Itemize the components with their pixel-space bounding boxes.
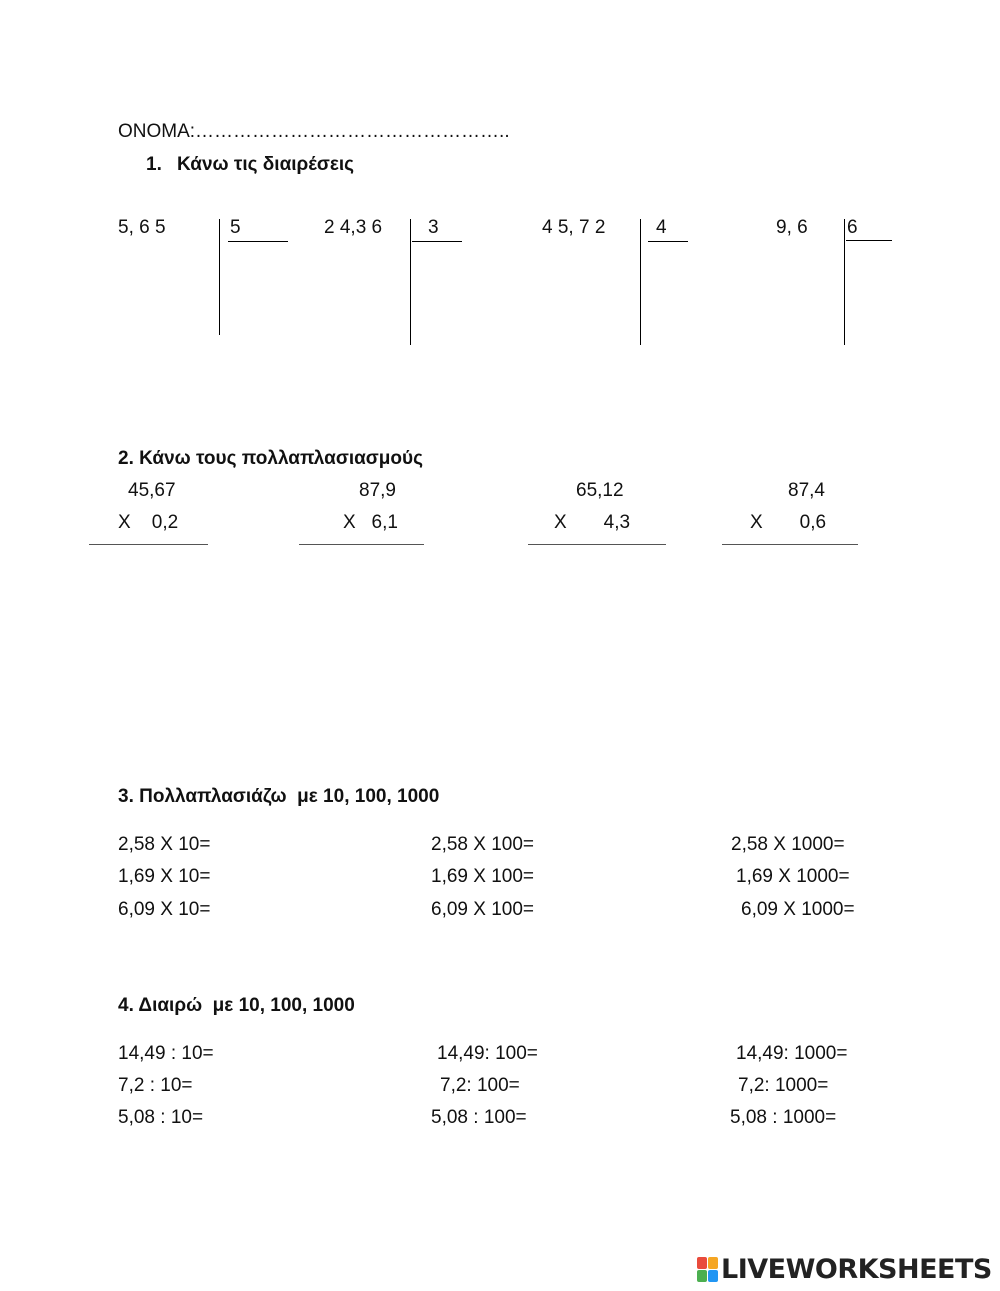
section1-heading: Κάνω τις διαιρέσεις	[177, 154, 355, 175]
section1-number: 1.	[146, 154, 162, 175]
divisor: 5	[230, 217, 241, 238]
dividend: 9, 6	[776, 217, 808, 238]
quotient-line	[228, 241, 288, 242]
divisor: 3	[428, 217, 439, 238]
result-line	[722, 544, 858, 545]
exercise-item: 2,58 X 10=	[118, 834, 211, 855]
section2-heading: 2. Κάνω τους πολλαπλασιασμούς	[118, 448, 423, 469]
divisor: 4	[656, 217, 667, 238]
exercise-item: 7,2: 100=	[440, 1075, 520, 1096]
division-bar	[844, 219, 845, 345]
exercise-item: 1,69 X 10=	[118, 866, 211, 887]
exercise-item: 5,08 : 10=	[118, 1107, 204, 1128]
multiplier: X 0,2	[118, 512, 179, 533]
exercise-item: 2,58 X 1000=	[731, 834, 845, 855]
logo-block	[708, 1257, 718, 1269]
quotient-line	[648, 241, 688, 242]
result-line	[299, 544, 424, 545]
exercise-item: 5,08 : 100=	[431, 1107, 527, 1128]
logo-block	[697, 1270, 707, 1282]
division-bar	[410, 219, 411, 345]
result-line	[89, 544, 208, 545]
multiplicand: 45,67	[128, 480, 176, 501]
multiplicand: 87,9	[359, 480, 396, 501]
exercise-item: 2,58 X 100=	[431, 834, 535, 855]
multiplier: X 6,1	[343, 512, 398, 533]
liveworksheets-logo-icon	[697, 1257, 719, 1283]
exercise-item: 14,49: 100=	[437, 1043, 538, 1064]
quotient-line	[412, 241, 462, 242]
dividend: 4 5, 7 2	[542, 217, 606, 238]
multiplicand: 87,4	[788, 480, 825, 501]
quotient-line	[846, 240, 892, 241]
multiplier: X 4,3	[554, 512, 631, 533]
name-line: ΟΝΟΜΑ:…………………………………………..	[118, 121, 510, 142]
exercise-item: 1,69 X 100=	[431, 866, 535, 887]
result-line	[528, 544, 666, 545]
multiplicand: 65,12	[576, 480, 624, 501]
multiplier: X 0,6	[750, 512, 827, 533]
division-bar	[640, 219, 641, 345]
liveworksheets-brand[interactable]	[697, 1254, 992, 1286]
exercise-item: 1,69 X 1000=	[736, 866, 850, 887]
dividend: 2 4,3 6	[324, 217, 383, 238]
section4-heading: 4. Διαιρώ με 10, 100, 1000	[118, 995, 355, 1016]
exercise-item: 14,49: 1000=	[736, 1043, 848, 1064]
dividend: 5, 6 5	[118, 217, 166, 238]
logo-block	[708, 1270, 718, 1282]
exercise-item: 6,09 X 100=	[431, 899, 535, 920]
brand-text: LIVEWORKSHEETS	[721, 1254, 992, 1285]
divisor: 6	[847, 217, 858, 238]
logo-block	[697, 1257, 707, 1269]
exercise-item: 5,08 : 1000=	[730, 1107, 837, 1128]
exercise-item: 14,49 : 10=	[118, 1043, 214, 1064]
section3-heading: 3. Πολλαπλασιάζω με 10, 100, 1000	[118, 786, 440, 807]
exercise-item: 7,2: 1000=	[738, 1075, 829, 1096]
exercise-item: 6,09 X 10=	[118, 899, 211, 920]
exercise-item: 7,2 : 10=	[118, 1075, 193, 1096]
division-bar	[219, 219, 220, 335]
exercise-item: 6,09 X 1000=	[741, 899, 855, 920]
